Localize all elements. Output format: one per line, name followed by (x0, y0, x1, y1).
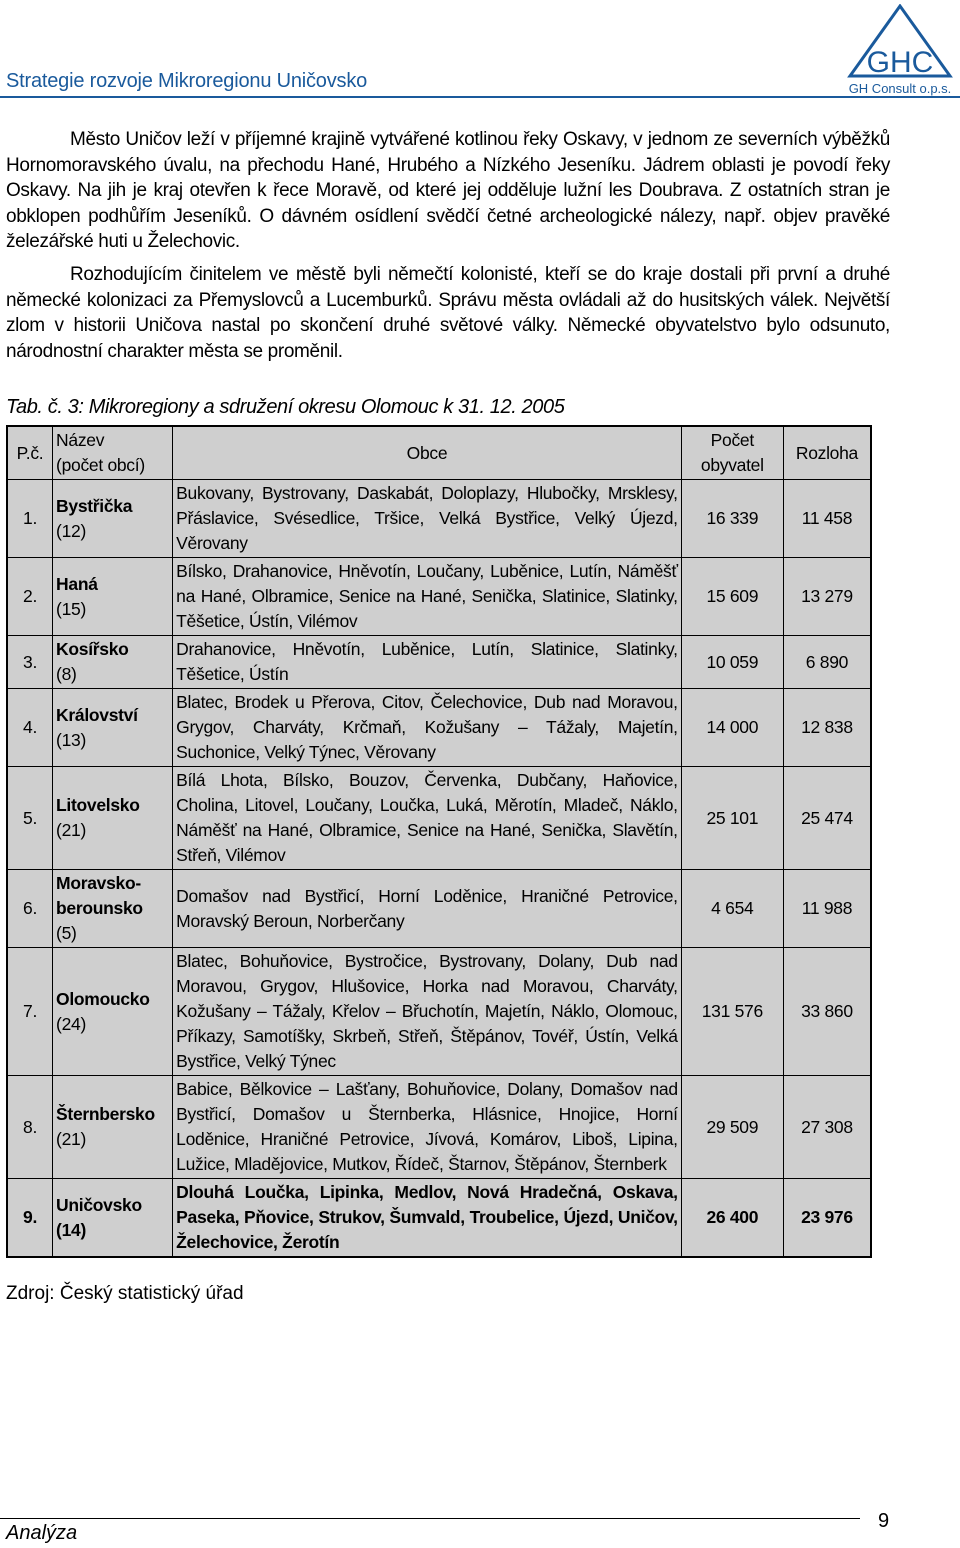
paragraph-1: Město Uničov leží v příjemné krajině vytvářené kotlinou řeky Oskavy, v jednom ze severních výběžků Hornomoravského úvalu, na přechodu Hané, Hrubého a Nízkého Jeseníku. Jádrem oblasti je povodí řeky Oskavy. Na jih je kraj otevřen k řece Moravě, od které jej odděluje lužní les Doubrava. Z ostatních stran je obklopen podhůřím Jeseníků. O dávném osídlení svědčí četné archeologické nálezy, např. objev pravěké železářské huti u Želechovic. (6, 129, 890, 252)
table-header-row (7, 426, 871, 480)
footer-divider (0, 1518, 860, 1519)
municipalities-list: Blatec, Brodek u Přerova, Citov, Čelechovice, Dub nad Moravou, Grygov, Charváty, Krčmaň, Kožušany – Tážaly, Majetín, Suchonice, Velký Týnec, Věrovany (173, 689, 682, 767)
microregion-name: Šternbersko (21) (53, 1076, 173, 1179)
municipalities-list: Domašov nad Bystřicí, Horní Loděnice, Hraničné Petrovice, Moravský Beroun, Norberčany (173, 870, 682, 948)
area-value: 27 308 (783, 1076, 871, 1179)
area-value: 11 988 (783, 870, 871, 948)
table-caption: Tab. č. 3: Mikroregiony a sdružení okresu Olomouc k 31. 12. 2005 (6, 396, 565, 418)
population-value: 14 000 (681, 689, 783, 767)
area-value: 11 458 (783, 480, 871, 558)
population-value: 131 576 (681, 948, 783, 1076)
area-value: 25 474 (783, 767, 871, 870)
population-value: 16 339 (681, 480, 783, 558)
logo-text: GHC (866, 46, 934, 79)
microregion-name: Bystřička (12) (53, 480, 173, 558)
microregion-name: Litovelsko (21) (53, 767, 173, 870)
table-row (7, 1179, 871, 1258)
population-value: 4 654 (681, 870, 783, 948)
area-value: 33 860 (783, 948, 871, 1076)
municipalities-list: Bílsko, Drahanovice, Hněvotín, Loučany, Luběnice, Lutín, Náměšť na Hané, Olbramice, Senice na Hané, Senička, Slatinice, Slatinky, Těšetice, Ústín, Vilémov (173, 558, 682, 636)
population-value: 15 609 (681, 558, 783, 636)
header-obce: Obce (173, 426, 682, 480)
page-number: 9 (878, 1510, 890, 1532)
header-divider (0, 96, 960, 98)
row-number: 7. (7, 948, 53, 1076)
microregion-name: Moravsko-berounsko (5) (53, 870, 173, 948)
table-row (7, 480, 871, 558)
logo-subtitle: GH Consult o.p.s. (848, 81, 952, 96)
table-row (7, 870, 871, 948)
ghc-logo (846, 4, 954, 96)
area-value: 13 279 (783, 558, 871, 636)
header-name: Název (počet obcí) (53, 426, 173, 480)
row-number: 1. (7, 480, 53, 558)
row-number: 9. (7, 1179, 53, 1258)
row-number: 3. (7, 636, 53, 689)
microregion-name: Haná (15) (53, 558, 173, 636)
header-no: P.č. (7, 426, 53, 480)
paragraph-2: Rozhodujícím činitelem ve městě byli němečtí kolonisté, kteří se do kraje dostali při první a druhé německé kolonizaci za Přemyslovců a Lucemburků. Správu města ovládali až do husitských válek. Největší zlom v historii Uničova nastal po skončení druhé světové války. Německé obyvatelstvo bylo odsunuto, národnostní charakter města se proměnil. (6, 264, 890, 362)
row-number: 2. (7, 558, 53, 636)
row-number: 4. (7, 689, 53, 767)
municipalities-list: Blatec, Bohuňovice, Bystročice, Bystrovany, Dolany, Dub nad Moravou, Grygov, Hlušovice, Horka nad Moravou, Charváty, Kožušany – Tážaly, Křelov – Břuchotín, Majetín, Náklo, Olomouc, Příkazy, Samotíšky, Skrbeň, Střeň, Štěpánov, Tovéř, Ústín, Velká Bystřice, Velký Týnec (173, 948, 682, 1076)
source-note: Zdroj: Český statistický úřad (6, 1283, 244, 1304)
area-value: 23 976 (783, 1179, 871, 1258)
row-number: 6. (7, 870, 53, 948)
area-value: 6 890 (783, 636, 871, 689)
municipalities-list: Drahanovice, Hněvotín, Luběnice, Lutín, Slatinice, Slatinky, Těšetice, Ústín (173, 636, 682, 689)
header-area: Rozloha (783, 426, 871, 480)
row-number: 8. (7, 1076, 53, 1179)
row-number: 5. (7, 767, 53, 870)
municipalities-list: Dlouhá Loučka, Lipinka, Medlov, Nová Hradečná, Oskava, Paseka, Pňovice, Strukov, Šumvald, Troubelice, Újezd, Uničov, Želechovice, Žerotín (173, 1179, 682, 1258)
microregion-name: Uničovsko (14) (53, 1179, 173, 1258)
logo-triangle-icon (846, 4, 954, 80)
population-value: 25 101 (681, 767, 783, 870)
population-value: 26 400 (681, 1179, 783, 1258)
table-row (7, 948, 871, 1076)
table-row (7, 1076, 871, 1179)
municipalities-list: Babice, Bělkovice – Lašťany, Bohuňovice, Dolany, Domašov nad Bystřicí, Domašov u Šternberka, Hlásnice, Hnojice, Horní Loděnice, Hraničné Petrovice, Jívová, Komárov, Liboš, Lipina, Lužice, Mladějovice, Mutkov, Řídeč, Štarnov, Štěpánov, Šternberk (173, 1076, 682, 1179)
population-value: 29 509 (681, 1076, 783, 1179)
table-row (7, 558, 871, 636)
municipalities-list: Bílá Lhota, Bílsko, Bouzov, Červenka, Dubčany, Haňovice, Cholina, Litovel, Loučany, Loučka, Luká, Měrotín, Mladeč, Náklo, Náměšť na Hané, Olbramice, Senice na Hané, Senička, Slavětín, Střeň, Vilémov (173, 767, 682, 870)
microregion-name: Kosířsko (8) (53, 636, 173, 689)
municipalities-list: Bukovany, Bystrovany, Daskabát, Doloplazy, Hlubočky, Mrsklesy, Přáslavice, Svésedlice, Tršice, Velká Bystřice, Velký Újezd, Věrovany (173, 480, 682, 558)
header-title: Strategie rozvoje Mikroregionu Uničovsko (6, 70, 368, 92)
table-row (7, 767, 871, 870)
footer-section: Analýza (6, 1522, 78, 1544)
microregion-name: Království (13) (53, 689, 173, 767)
table-row (7, 689, 871, 767)
microregion-name: Olomoucko (24) (53, 948, 173, 1076)
table-row (7, 636, 871, 689)
area-value: 12 838 (783, 689, 871, 767)
header-population: Počet obyvatel (681, 426, 783, 480)
microregions-table (6, 425, 872, 1258)
population-value: 10 059 (681, 636, 783, 689)
